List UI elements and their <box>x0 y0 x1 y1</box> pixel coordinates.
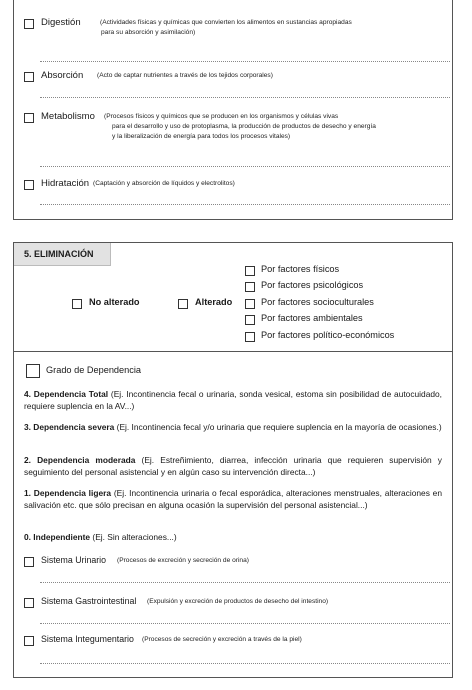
metabolism-checkbox[interactable] <box>24 113 34 123</box>
dependency-level-4-text: (Ej. Incontinencia fecal o urinaria, sonda vesical, estoma sin posibilidad de autocuidado, requiere suplencia en la AV...) <box>24 389 443 411</box>
urinary-system-description: (Procesos de excreción y secreción de orina) <box>117 557 249 564</box>
urinary-system-label: Sistema Urinario <box>41 555 107 565</box>
absorption-checkbox[interactable] <box>24 72 34 82</box>
factor-checkbox-politico[interactable] <box>245 332 255 342</box>
gastrointestinal-system-label: Sistema Gastrointestinal <box>41 596 137 606</box>
dependency-level-2-text: (Ej. Estreñimiento, diarrea, infección urinaria que requieren supervisión y seguimiento del personal asistencial y en algún caso su intervención directa...) <box>24 455 442 477</box>
alterado-checkbox[interactable] <box>178 299 188 309</box>
dependency-level-1[interactable] <box>24 488 442 511</box>
dependency-level-2-head: 2. Dependencia moderada <box>24 455 136 465</box>
dependency-level-0-head: 0. Independiente <box>24 532 91 542</box>
section-title: 5. ELIMINACIÓN <box>24 249 94 259</box>
integumentary-system-checkbox[interactable] <box>24 636 34 646</box>
gastrointestinal-system-description: (Expulsión y excreción de productos de desecho del intestino) <box>147 598 329 605</box>
dependency-level-3[interactable] <box>24 422 442 434</box>
urinary-notes-line[interactable] <box>40 582 450 583</box>
no-alterado-label: No alterado <box>89 297 140 307</box>
section-divider <box>14 351 452 352</box>
factor-label-psicologicos: Por factores psicológicos <box>261 280 364 290</box>
dependency-level-3-text: (Ej. Incontinencia fecal y/o urinaria que requiere suplencia en la mayoría de ocasiones.) <box>114 422 442 432</box>
digestion-checkbox[interactable] <box>24 19 34 29</box>
integumentary-system-description: (Procesos de secreción y excreción a través de la piel) <box>142 636 302 643</box>
absorption-label: Absorción <box>41 70 84 81</box>
dependency-level-1-head: 1. Dependencia ligera <box>24 488 112 498</box>
hydration-description: (Captación y absorción de líquidos y electrolitos) <box>93 180 235 187</box>
elimination-section-box <box>13 242 453 678</box>
dependency-level-4[interactable] <box>24 389 442 412</box>
digestion-label: Digestión <box>41 17 81 28</box>
metabolism-description: (Procesos físicos y químicos que se producen en los organismos y células vivas para el desarrollo y uso de protoplasma, la producción de productos de desecho y energía y la liberalización de energía para todos los procesos vitales) <box>104 113 376 140</box>
hydration-notes-line[interactable] <box>40 204 450 205</box>
no-alterado-checkbox[interactable] <box>72 299 82 309</box>
factor-checkbox-ambientales[interactable] <box>245 315 255 325</box>
section-title-tab <box>14 243 111 266</box>
dependency-level-0-text: (Ej. Sin alteraciones...) <box>90 532 177 542</box>
factor-checkbox-socioculturales[interactable] <box>245 299 255 309</box>
factor-label-fisicos: Por factores físicos <box>261 264 340 274</box>
factor-label-politico: Por factores político-económicos <box>261 330 395 340</box>
metabolism-notes-line[interactable] <box>40 166 450 167</box>
factor-label-socioculturales: Por factores socioculturales <box>261 297 374 307</box>
urinary-system-checkbox[interactable] <box>24 557 34 567</box>
factor-checkbox-fisicos[interactable] <box>245 266 255 276</box>
grado-dependencia-checkbox[interactable] <box>26 364 40 378</box>
absorption-notes-line[interactable] <box>40 97 450 98</box>
gastrointestinal-system-checkbox[interactable] <box>24 598 34 608</box>
factor-checkbox-psicologicos[interactable] <box>245 282 255 292</box>
integumentary-notes-line[interactable] <box>40 663 450 664</box>
digestion-description: (Actividades físicas y químicas que convierten los alimentos en sustancias apropiadas para su absorción y asimilación) <box>100 19 352 36</box>
hydration-checkbox[interactable] <box>24 180 34 190</box>
factor-label-ambientales: Por factores ambientales <box>261 313 363 323</box>
dependency-level-2[interactable] <box>24 455 442 478</box>
grado-dependencia-label: Grado de Dependencia <box>46 365 142 375</box>
absorption-description: (Acto de captar nutrientes a través de los tejidos corporales) <box>97 72 273 79</box>
dependency-level-0[interactable] <box>24 532 442 544</box>
integumentary-system-label: Sistema Integumentario <box>41 634 134 644</box>
digestion-notes-line[interactable] <box>40 61 450 62</box>
metabolism-label: Metabolismo <box>41 111 95 122</box>
hydration-label: Hidratación <box>41 178 90 189</box>
dependency-level-1-text: (Ej. Incontinencia urinaria o fecal esporádica, alteraciones menstruales, alteraciones en salivación etc. que sólo precisan en alguna ocasión la supervisión del personal asistencial...) <box>24 488 442 510</box>
gastrointestinal-notes-line[interactable] <box>40 623 450 624</box>
dependency-level-3-head: 3. Dependencia severa <box>24 422 115 432</box>
dependency-level-4-head: 4. Dependencia Total <box>24 389 109 399</box>
nutrition-subsection-box <box>13 0 453 220</box>
alterado-label: Alterado <box>195 297 233 307</box>
